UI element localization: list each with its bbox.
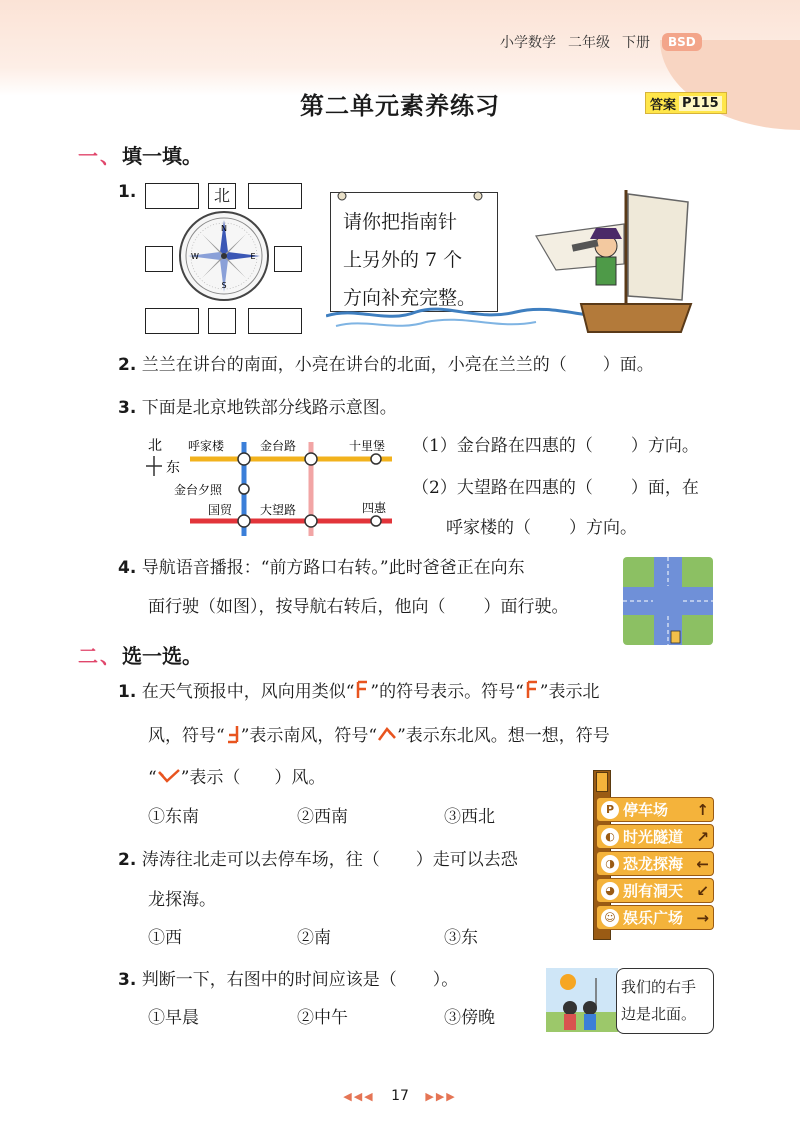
s2-q2-number: 2.	[118, 850, 137, 870]
station-dawanglu: 大望路	[260, 503, 297, 517]
speech-bubble	[616, 968, 714, 1034]
s2-q1-l1c: ”表示北	[539, 682, 600, 702]
s1-q3-sub2b-a: 呼家楼的（	[446, 518, 531, 538]
s2-q3-l1a: 判断一下，右图中的时间应该是（	[141, 970, 397, 990]
header-subject: 小学数学	[500, 35, 556, 51]
direction-box-north	[208, 183, 236, 209]
page-footer	[0, 1088, 800, 1104]
signpost-top	[596, 772, 608, 792]
answer-label: 答案	[650, 97, 677, 113]
sign-playground	[596, 905, 714, 930]
s1-q2-text: 兰兰在讲台的南面，小亮在讲台的北面，小亮在兰兰的（	[141, 355, 567, 375]
arrow-up-icon: ↑	[696, 800, 709, 819]
sign-dinosaur	[596, 851, 714, 876]
s2-q3-option-c[interactable]: ③傍晚	[444, 1008, 495, 1028]
note-line-1: 请你把指南针	[343, 211, 458, 233]
direction-box-southwest[interactable]	[145, 308, 199, 334]
compass-w: W	[191, 252, 199, 261]
section2-label: 选一选。	[122, 644, 202, 668]
s1-q3-sub1	[412, 436, 699, 456]
sunset-kids-illustration	[546, 968, 618, 1032]
sign-time-tunnel-label: 时光隧道	[623, 828, 684, 846]
s1-q3-sub2-line2	[446, 518, 637, 538]
time-tunnel-icon: ◐	[601, 828, 619, 846]
direction-box-south[interactable]	[208, 308, 236, 334]
dinosaur-icon: ◑	[601, 855, 619, 873]
arrow-left-icon: ←	[696, 854, 709, 873]
s2-q3-option-a[interactable]: ①早晨	[148, 1008, 199, 1028]
s2-q2-line1	[118, 850, 518, 870]
answer-page: P115	[679, 96, 722, 111]
s1-q3-sub2-b: ）面，在	[630, 478, 699, 498]
sign-parking	[596, 797, 714, 822]
direction-box-west[interactable]	[145, 246, 173, 272]
section1-label: 填一填。	[122, 144, 202, 168]
header-strip	[500, 30, 702, 54]
s1-q3-sub1-b: ）方向。	[630, 436, 699, 456]
arrow-southwest-icon: ↙	[696, 881, 709, 900]
s2-q1-l1a: 在天气预报中，风向用类似“	[141, 682, 355, 702]
s2-q3-line1	[118, 970, 458, 990]
direction-box-northeast[interactable]	[248, 183, 302, 209]
s2-q2-option-b[interactable]: ②南	[297, 928, 331, 948]
s1-q3-sub2-a: （2）大望路在四惠的（	[412, 478, 593, 498]
arrow-northeast-icon: ↗	[696, 827, 709, 846]
s1-q3-sub1-a: （1）金台路在四惠的（	[412, 436, 593, 456]
station-shilipu: 十里堡	[349, 439, 386, 453]
s2-q1-line1	[118, 680, 600, 702]
s2-q1-line2	[148, 724, 610, 746]
s2-q2-line2: 龙探海。	[148, 890, 216, 910]
s2-q2-option-a[interactable]: ①西	[148, 928, 182, 948]
prev-arrows-icon: ◀◀◀	[343, 1090, 375, 1103]
s2-q2-option-c[interactable]: ③东	[444, 928, 478, 948]
cave-icon: ◕	[601, 882, 619, 900]
pirate-ship-illustration	[326, 184, 706, 334]
s1-q3-text: 下面是北京地铁部分线路示意图。	[141, 398, 397, 418]
sign-cave-label: 别有洞天	[623, 882, 684, 900]
parking-icon: P	[601, 801, 619, 819]
s1-q4-line2b: ）面行驶。	[483, 597, 569, 617]
s1-q3-number: 3.	[118, 398, 137, 418]
sign-parking-label: 停车场	[623, 801, 669, 819]
north-label: 北	[213, 186, 230, 205]
compass-s: S	[221, 281, 227, 290]
header-grade: 二年级	[568, 35, 610, 51]
s2-q1-l1b: ”的符号表示。符号“	[370, 682, 524, 702]
s1-q4-line1-text: 导航语音播报：“前方路口右转。”此时爸爸正在向东	[141, 558, 525, 578]
s1-q2-tail: ）面。	[602, 355, 654, 375]
s1-q1-number: 1.	[118, 182, 137, 202]
map-east-label: 东	[166, 460, 180, 476]
s1-q4-line2a: 面行驶（如图），按导航右转后，他向（	[148, 597, 446, 617]
subway-map	[140, 432, 402, 538]
header-volume: 下册	[622, 35, 650, 51]
direction-box-southeast[interactable]	[248, 308, 302, 334]
wind-symbol-north-icon	[354, 680, 370, 700]
s2-q1-option-c[interactable]: ③西北	[444, 807, 495, 827]
note-line-2: 上另外的 7 个	[343, 249, 463, 271]
section2-number: 二	[78, 644, 98, 668]
page-title: 第二单元素养练习	[300, 92, 500, 120]
s2-q1-l2a: 风，符号“	[148, 726, 225, 746]
compass-e: E	[250, 252, 256, 261]
section1-title	[78, 140, 202, 169]
s2-q1-l2c: ”表示东北风。想一想，符号	[397, 726, 610, 746]
s1-q4-line1	[118, 558, 525, 578]
s2-q3-l1b: ）。	[432, 970, 459, 990]
speech-line-1: 我们的右手	[621, 978, 697, 996]
wind-symbol-north-icon-2	[524, 680, 540, 700]
arrow-right-icon: →	[696, 908, 709, 927]
station-guomao: 国贸	[208, 503, 233, 517]
s2-q2-l1a: 涛涛往北走可以去停车场，往（	[141, 850, 380, 870]
s1-q3-sub2b-b: ）方向。	[569, 518, 637, 538]
s2-q1-line3	[148, 766, 325, 788]
s1-q4-number: 4.	[118, 558, 137, 578]
station-sihui: 四惠	[362, 501, 387, 515]
intersection-map	[623, 557, 713, 645]
station-hujialou: 呼家楼	[188, 439, 225, 453]
s2-q1-l3b: ”表示（	[180, 768, 241, 788]
sign-cave	[596, 878, 714, 903]
section2-title	[78, 640, 202, 669]
s1-q3-sub2	[412, 478, 699, 498]
direction-box-east[interactable]	[274, 246, 302, 272]
sign-dinosaur-label: 恐龙探海	[623, 855, 684, 873]
next-arrows-icon: ▶▶▶	[425, 1090, 457, 1103]
s2-q1-option-b[interactable]: ②西南	[297, 807, 348, 827]
s2-q3-number: 3.	[118, 970, 137, 990]
s2-q1-option-a[interactable]: ①东南	[148, 807, 199, 827]
compass-n: N	[221, 224, 227, 233]
note-line-3: 方向补充完整。	[343, 287, 477, 309]
s2-q2-l1b: ）走可以去恐	[415, 850, 518, 870]
sign-time-tunnel	[596, 824, 714, 849]
section1-separator: 、	[100, 144, 120, 168]
s2-q1-l3c: ）风。	[274, 768, 326, 788]
s2-q1-l3a: “	[148, 768, 157, 788]
wind-symbol-question-icon	[157, 766, 181, 786]
wind-symbol-northeast-icon	[377, 724, 397, 744]
s2-q1-l2b: ”表示南风，符号“	[240, 726, 378, 746]
speech-line-2: 边是北面。	[621, 1005, 697, 1023]
section1-number: 一	[78, 144, 98, 168]
playground-icon: ☺	[601, 909, 619, 927]
answer-badge[interactable]	[645, 92, 727, 114]
wind-symbol-south-icon	[225, 724, 241, 744]
s1-q2-number: 2.	[118, 355, 137, 375]
station-jintailu: 金台路	[260, 439, 297, 453]
s2-q1-number: 1.	[118, 682, 137, 702]
station-jintaixizhao: 金台夕照	[174, 483, 223, 497]
edition-badge: BSD	[662, 33, 702, 51]
s1-q2	[118, 355, 654, 375]
s1-q4-line2	[148, 597, 569, 617]
direction-box-northwest[interactable]	[145, 183, 199, 209]
sign-playground-label: 娱乐广场	[623, 909, 684, 927]
section2-separator: 、	[100, 644, 120, 668]
map-north-label: 北	[148, 438, 162, 454]
compass-icon	[178, 210, 270, 302]
page-number: 17	[391, 1088, 409, 1104]
s2-q3-option-b[interactable]: ②中午	[297, 1008, 348, 1028]
s1-q3	[118, 398, 397, 418]
